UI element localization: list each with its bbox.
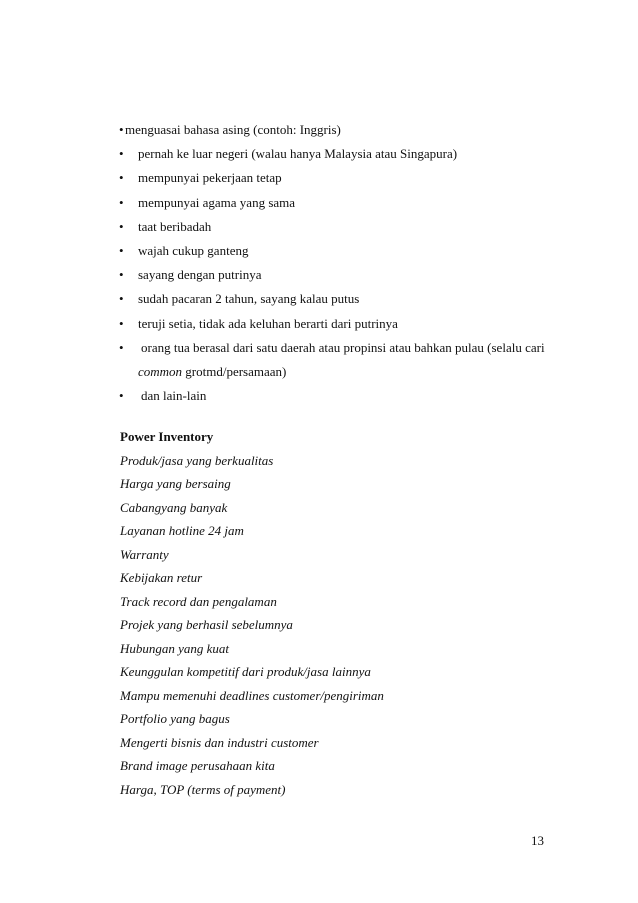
bullet-text: sayang dengan putrinya	[138, 267, 262, 283]
inventory-item: Track record dan pengalaman	[120, 593, 277, 609]
inventory-item: Warranty	[120, 546, 169, 562]
bullet-item	[117, 388, 587, 412]
bullet-list	[117, 122, 587, 412]
inventory-item: Produk/jasa yang berkualitas	[120, 452, 274, 468]
bullet-continuation	[117, 364, 587, 388]
bullet-marker: •	[119, 242, 124, 258]
power-inventory-section	[120, 429, 580, 805]
continuation-text: grotmd/persamaan)	[182, 363, 287, 379]
bullet-text: taat beribadah	[138, 218, 212, 234]
bullet-item	[117, 243, 587, 267]
bullet-marker: •	[119, 218, 124, 234]
section-title: Power Inventory	[120, 429, 214, 444]
bullet-text: wajah cukup ganteng	[138, 242, 249, 258]
bullet-marker: •	[119, 146, 124, 162]
bullet-text: sudah pacaran 2 tahun, sayang kalau putus	[138, 291, 360, 307]
bullet-text: menguasai bahasa asing (contoh: Inggris)	[125, 122, 341, 137]
bullet-text: dan lain-lain	[141, 388, 207, 404]
inventory-item: Harga yang bersaing	[120, 476, 231, 491]
italic-term: common	[138, 363, 183, 379]
bullet-item	[117, 146, 587, 170]
bullet-item	[117, 219, 587, 243]
bullet-marker: •	[119, 339, 124, 355]
inventory-item: Mengerti bisnis dan industri customer	[120, 734, 319, 750]
inventory-item: Hubungan yang kuat	[120, 640, 230, 656]
bullet-marker: •	[119, 291, 124, 307]
inventory-item: Portfolio yang bagus	[120, 711, 230, 726]
inventory-item: Mampu memenuhi deadlines customer/pengiriman	[120, 687, 384, 703]
inventory-item: Harga, TOP (terms of payment)	[120, 781, 286, 797]
bullet-item	[117, 195, 587, 219]
inventory-item: Keunggulan kompetitif dari produk/jasa lainnya	[120, 664, 371, 679]
bullet-text: teruji setia, tidak ada keluhan berarti dari putrinya	[138, 315, 398, 331]
bullet-item	[117, 267, 587, 291]
bullet-marker: •	[119, 267, 124, 283]
bullet-marker: •	[119, 122, 124, 137]
page-number: 13	[531, 833, 544, 848]
bullet-marker: •	[119, 170, 124, 186]
bullet-item	[117, 170, 587, 194]
bullet-text: orang tua berasal dari satu daerah atau propinsi atau bahkan pulau (selalu cari	[141, 339, 545, 355]
inventory-item: Brand image perusahaan kita	[120, 758, 275, 773]
bullet-item	[117, 291, 587, 315]
bullet-item	[117, 316, 587, 340]
bullet-text: mempunyai pekerjaan tetap	[138, 170, 282, 186]
bullet-marker: •	[119, 194, 124, 210]
bullet-item	[117, 122, 587, 146]
bullet-marker: •	[119, 315, 124, 331]
bullet-item	[117, 340, 587, 364]
bullet-text: mempunyai agama yang sama	[138, 194, 296, 210]
inventory-item: Cabangyang banyak	[120, 499, 228, 515]
inventory-item: Layanan hotline 24 jam	[120, 523, 244, 538]
bullet-text: pernah ke luar negeri (walau hanya Malaysia atau Singapura)	[138, 146, 458, 162]
inventory-item: Projek yang berhasil sebelumnya	[120, 617, 293, 632]
bullet-marker: •	[119, 388, 124, 404]
inventory-item: Kebijakan retur	[120, 570, 203, 585]
